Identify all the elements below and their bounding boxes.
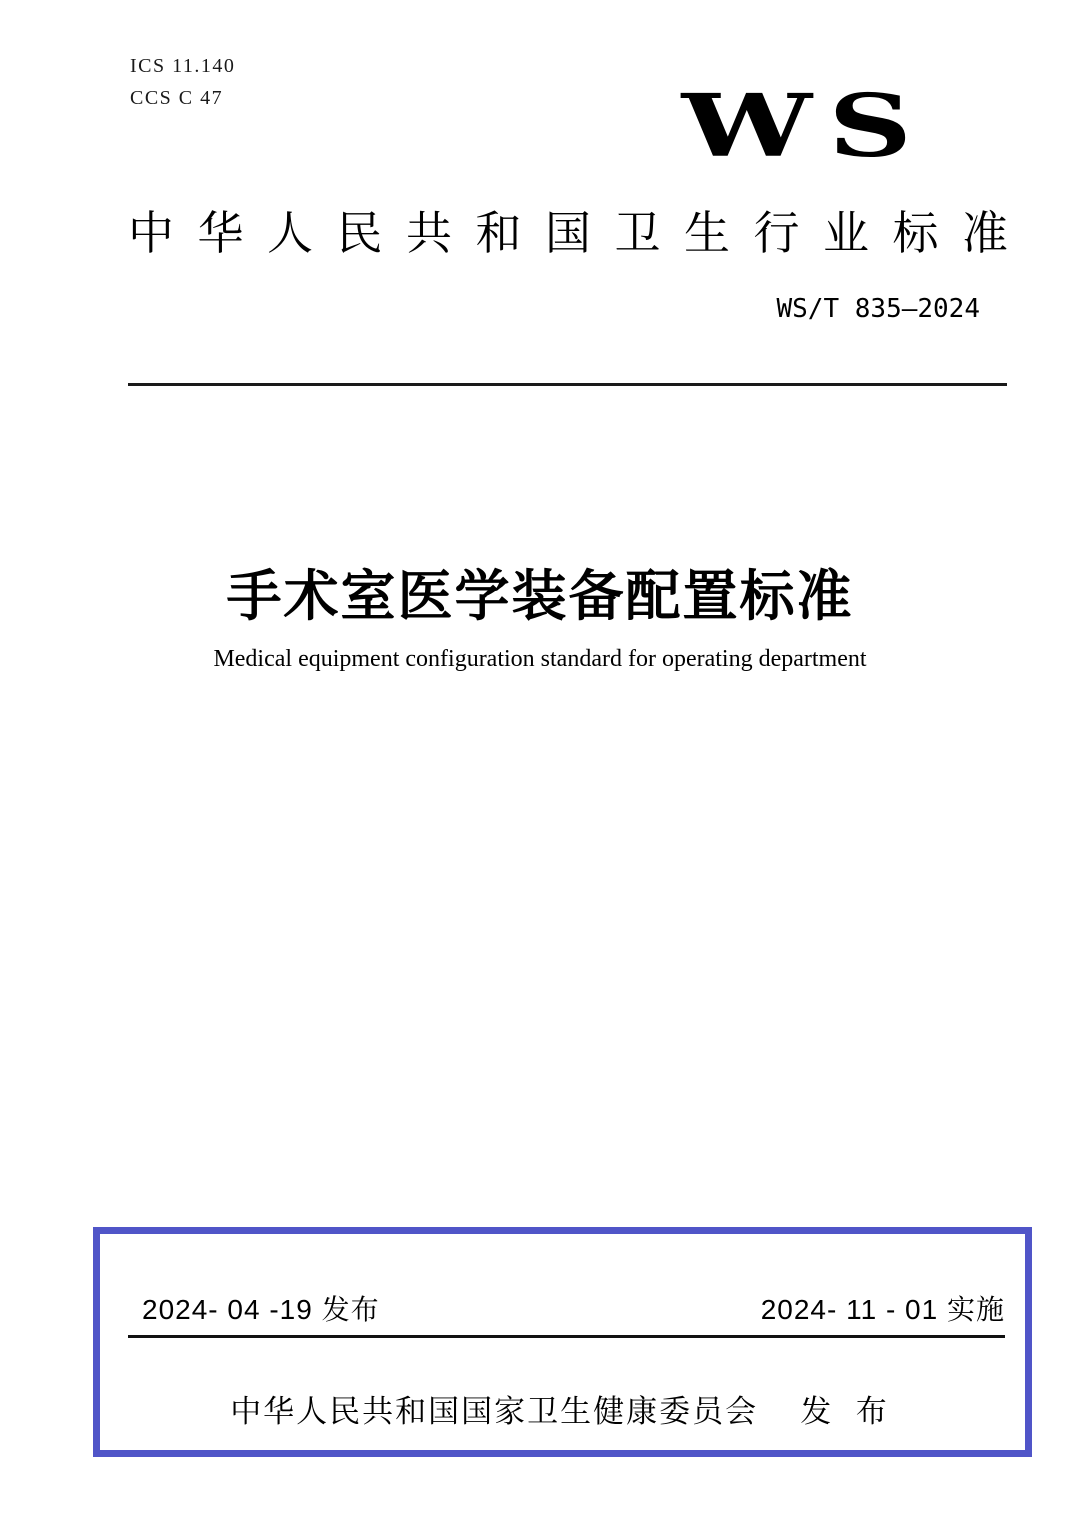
dates-row: [128, 1288, 1005, 1338]
publish-label: 发 布: [800, 1394, 895, 1429]
standard-number: WS/T 835—2024: [776, 294, 980, 324]
ics-code: ICS 11.140: [130, 55, 236, 77]
document-title-chinese: 手术室医学装备配置标准: [226, 565, 854, 627]
classification-codes: [130, 50, 235, 114]
header-divider: [128, 383, 1007, 386]
publisher-row: [100, 1386, 1025, 1431]
approval-box: [93, 1227, 1032, 1457]
issue-date: 2024- 04 -19 发布: [142, 1294, 380, 1325]
ws-logo: WS: [681, 76, 929, 177]
ccs-code: CCS C 47: [130, 87, 224, 109]
implementation-date: 2024- 11 - 01 实施: [760, 1294, 1005, 1325]
industry-standard-header: 中华人民共和国卫生行业标准: [128, 207, 1008, 259]
document-title-english: Medical equipment configuration standard for operating department: [213, 646, 867, 672]
publisher-name: 中华人民共和国国家卫生健康委员会: [230, 1394, 759, 1429]
